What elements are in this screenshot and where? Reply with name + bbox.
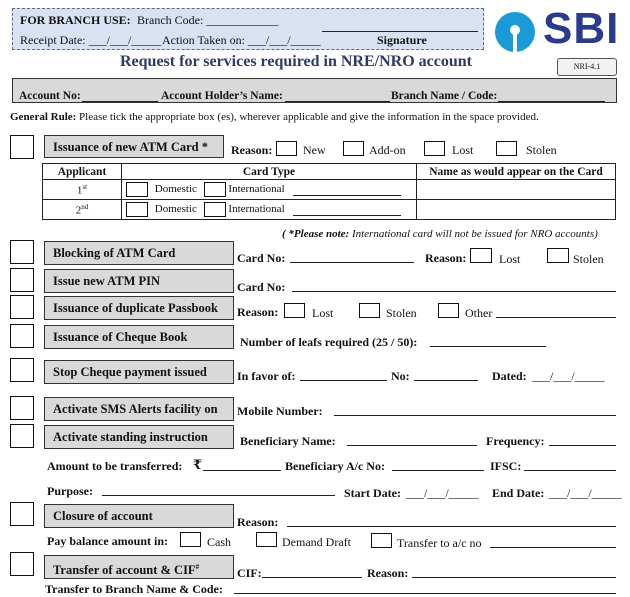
cash-checkbox[interactable]: [180, 532, 201, 547]
blocking-card-no-label: Card No:: [237, 251, 286, 265]
ifsc-label: IFSC:: [490, 459, 522, 473]
frequency-label: Frequency:: [486, 434, 545, 448]
general-rule-text: Please tick the appropriate box (es), wherever applicable and give the information in the space provided.: [79, 111, 539, 123]
transfer-branch-label: Transfer to Branch Name & Code:: [45, 582, 223, 596]
stop-cheque-checkbox[interactable]: [10, 358, 34, 382]
action-taken-field[interactable]: Action Taken on: ___/___/_____: [162, 33, 321, 47]
passbook-other-input[interactable]: [496, 317, 616, 318]
card-type-1-line[interactable]: [293, 183, 401, 196]
international-2-checkbox[interactable]: [204, 202, 226, 217]
transfer-ac-label: Transfer to a/c no: [397, 536, 482, 550]
end-date-input[interactable]: ___/___/_____: [549, 486, 622, 500]
passbook-other-label: Other: [465, 306, 493, 320]
domestic-2-label: Domestic: [154, 203, 197, 216]
end-date-label: End Date:: [492, 486, 545, 500]
sms-checkbox[interactable]: [10, 396, 34, 420]
cheque-leafs-label: Number of leafs required (25 / 50):: [240, 335, 418, 349]
cheque-leafs-input[interactable]: [430, 346, 546, 347]
branch-name-input[interactable]: [498, 101, 605, 102]
pay-balance-label: Pay balance amount in:: [47, 534, 169, 548]
atm-lost-label: Lost: [452, 143, 474, 157]
applicant-cell: 1st: [43, 180, 122, 200]
branch-name-label: Branch Name / Code:: [391, 90, 498, 102]
amount-label: Amount to be transferred:: [47, 459, 183, 473]
start-date-input[interactable]: ___/___/_____: [406, 486, 479, 500]
closure-reason-label: Reason:: [237, 515, 279, 529]
passbook-lost-checkbox[interactable]: [284, 303, 305, 318]
start-date-label: Start Date:: [344, 486, 401, 500]
domestic-2-checkbox[interactable]: [126, 202, 148, 217]
blocking-lost-checkbox[interactable]: [470, 248, 492, 263]
atm-addon-checkbox[interactable]: [343, 141, 364, 156]
stop-no-input[interactable]: [414, 380, 478, 381]
transfer-ac-checkbox[interactable]: [371, 533, 392, 548]
rupee-icon: ₹: [193, 457, 203, 472]
atm-addon-label: Add-on: [369, 143, 406, 157]
branch-code-field[interactable]: Branch Code: ____________: [137, 13, 279, 27]
cash-label: Cash: [207, 535, 231, 549]
closure-checkbox[interactable]: [10, 502, 34, 526]
stop-favor-input[interactable]: [300, 380, 387, 381]
blocking-stolen-label: Stolen: [573, 252, 604, 266]
cif-input[interactable]: [262, 577, 362, 578]
cif-label: CIF:: [237, 566, 262, 580]
applicant-cell: 2nd: [43, 200, 122, 220]
blocking-label: Blocking of ATM Card: [44, 241, 234, 265]
purpose-input[interactable]: [102, 495, 335, 496]
sms-label: Activate SMS Alerts facility on: [44, 397, 234, 421]
table-row: [43, 200, 616, 220]
general-rule-label: General Rule:: [10, 111, 77, 123]
blocking-reason-label: Reason:: [425, 251, 467, 265]
atm-new-label: New: [303, 143, 326, 157]
transfer-label: Transfer of account & CIF#: [44, 555, 234, 579]
beneficiary-ac-label: Beneficiary A/c No:: [285, 459, 385, 473]
demand-draft-label: Demand Draft: [282, 535, 351, 549]
international-1-label: International: [228, 183, 285, 196]
transfer-reason-label: Reason:: [367, 566, 409, 580]
general-rule: [10, 111, 539, 123]
standing-label: Activate standing instruction: [44, 425, 234, 449]
atm-lost-checkbox[interactable]: [424, 141, 445, 156]
passbook-label: Issuance of duplicate Passbook: [44, 296, 234, 320]
cheque-book-checkbox[interactable]: [10, 324, 34, 348]
blocking-card-no-input[interactable]: [290, 262, 414, 263]
closure-reason-input[interactable]: [287, 526, 616, 527]
blocking-checkbox[interactable]: [10, 240, 34, 264]
international-2-label: International: [228, 203, 285, 216]
atm-reason-label: Reason:: [231, 143, 273, 157]
card-type-cell: [122, 180, 417, 200]
form-code: NRI-4.1: [557, 58, 617, 76]
ifsc-input[interactable]: [524, 470, 616, 471]
atm-stolen-label: Stolen: [526, 143, 557, 157]
closure-label: Closure of account: [44, 504, 234, 528]
table-row: [43, 180, 616, 200]
name-on-card-header: Name as would appear on the Card: [417, 164, 616, 180]
transfer-checkbox[interactable]: [10, 552, 34, 576]
signature-label: Signature: [377, 33, 427, 47]
branch-use-title: FOR BRANCH USE:: [20, 13, 131, 27]
passbook-stolen-checkbox[interactable]: [359, 303, 380, 318]
cheque-book-label: Issuance of Cheque Book: [44, 325, 234, 349]
passbook-other-checkbox[interactable]: [438, 303, 459, 318]
name-on-card-1[interactable]: [417, 180, 616, 200]
card-type-cell: [122, 200, 417, 220]
pin-checkbox[interactable]: [10, 268, 34, 292]
stop-cheque-label: Stop Cheque payment issued: [44, 360, 234, 384]
standing-checkbox[interactable]: [10, 424, 34, 448]
form-title: Request for services required in NRE/NRO account: [120, 53, 472, 70]
card-type-2-line[interactable]: [293, 203, 401, 216]
beneficiary-name-input[interactable]: [347, 445, 477, 446]
signature-line: [322, 31, 478, 32]
holder-name-input[interactable]: [285, 101, 390, 102]
amount-input[interactable]: [203, 470, 281, 471]
pin-card-no-label: Card No:: [237, 280, 286, 294]
blocking-lost-label: Lost: [499, 252, 521, 266]
account-bar: [12, 78, 617, 103]
card-type-header: Card Type: [122, 164, 417, 180]
account-no-input[interactable]: [82, 101, 158, 102]
receipt-date-field[interactable]: Receipt Date: ___/___/_____: [20, 33, 162, 47]
passbook-stolen-label: Stolen: [386, 306, 417, 320]
domestic-1-label: Domestic: [154, 183, 197, 196]
stop-dated-label: Dated:: [492, 369, 527, 383]
atm-card-label: Issuance of new ATM Card *: [44, 135, 224, 158]
passbook-lost-label: Lost: [312, 306, 334, 320]
international-1-checkbox[interactable]: [204, 182, 226, 197]
international-note: ( *Please note: International card will not be issued for NRO accounts): [282, 228, 598, 240]
beneficiary-ac-input[interactable]: [392, 470, 484, 471]
account-no-label: Account No:: [19, 90, 81, 102]
purpose-label: Purpose:: [47, 484, 93, 498]
blocking-stolen-checkbox[interactable]: [547, 248, 569, 263]
domestic-1-checkbox[interactable]: [126, 182, 148, 197]
name-on-card-2[interactable]: [417, 200, 616, 220]
stop-favor-label: In favor of:: [237, 369, 296, 383]
stop-date-input[interactable]: ___/___/_____: [532, 369, 605, 383]
transfer-ac-input[interactable]: [490, 547, 616, 548]
pin-label: Issue new ATM PIN: [44, 269, 234, 293]
pin-card-no-input[interactable]: [292, 291, 616, 292]
frequency-input[interactable]: [549, 445, 616, 446]
atm-new-checkbox[interactable]: [276, 141, 297, 156]
mobile-input[interactable]: [334, 415, 616, 416]
holder-name-label: Account Holder’s Name:: [161, 90, 283, 102]
passbook-reason-label: Reason:: [237, 305, 279, 319]
atm-card-checkbox[interactable]: [10, 135, 34, 159]
mobile-label: Mobile Number:: [237, 404, 323, 418]
stop-no-label: No:: [391, 369, 410, 383]
applicant-table: [42, 163, 616, 220]
beneficiary-name-label: Beneficiary Name:: [240, 434, 336, 448]
transfer-reason-input[interactable]: [412, 577, 616, 578]
applicant-header: Applicant: [43, 164, 122, 180]
demand-draft-checkbox[interactable]: [256, 532, 277, 547]
atm-stolen-checkbox[interactable]: [496, 141, 517, 156]
sbi-logo-text: SBI: [543, 4, 620, 53]
passbook-checkbox[interactable]: [10, 295, 34, 319]
